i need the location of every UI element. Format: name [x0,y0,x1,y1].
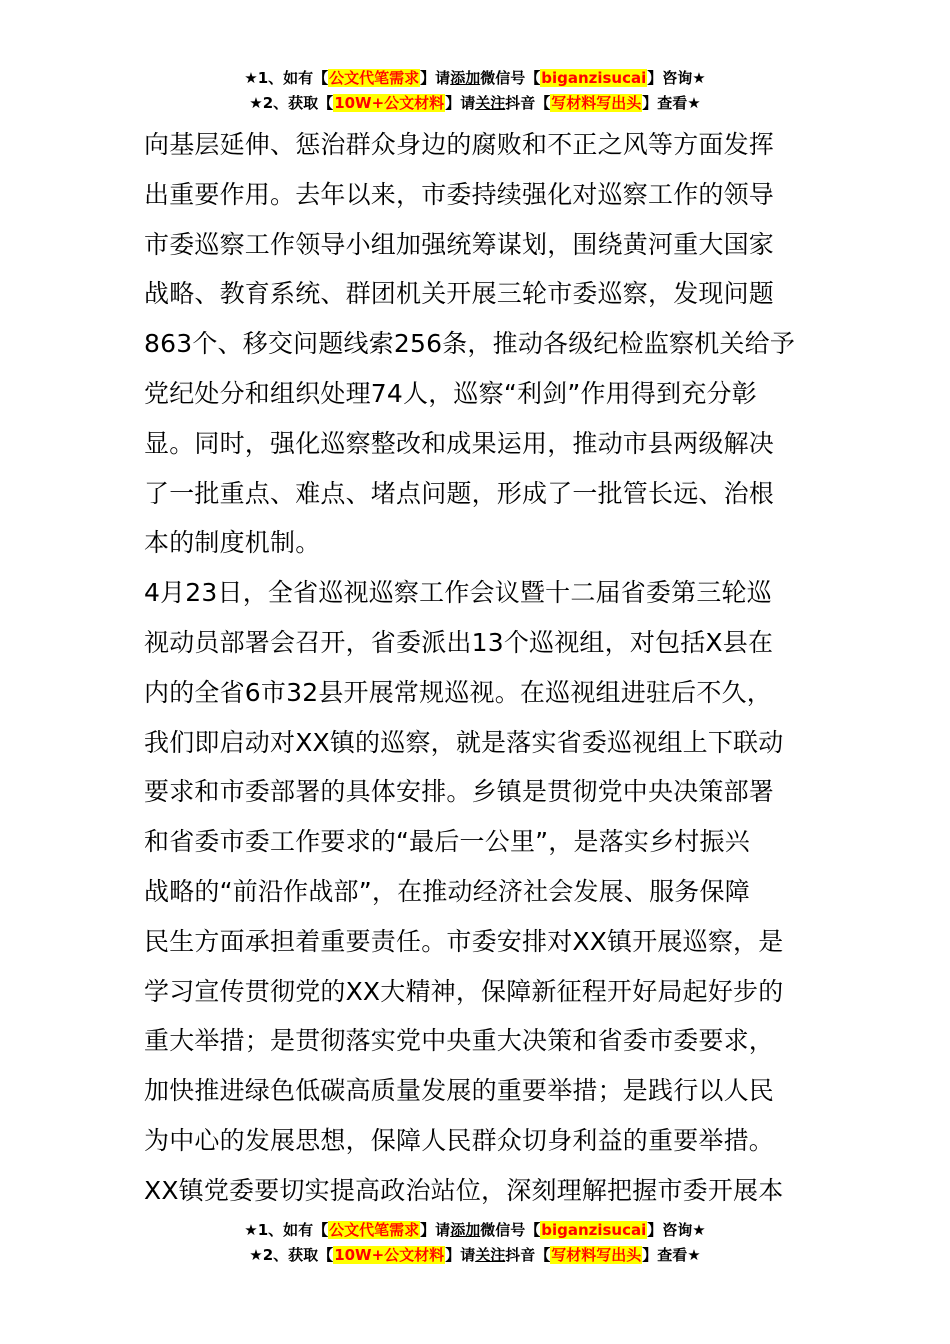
highlight-materials: 10W+公文材料 [334,1246,445,1264]
highlight-wechat-id: biganzisucai [541,69,647,87]
body-line: 为中心的发展思想，保障人民群众切身利益的重要举措。 [144,1125,775,1155]
banner-text: 微信号【 [480,1221,541,1239]
body-line: 863个、移交问题线索256条，推动各级纪检监察机关给予 [144,329,796,359]
body-line: 要求和市委部署的具体安排。乡镇是贯彻党中央决策部署 [144,777,775,807]
body-line: 出重要作用。去年以来，市委持续强化对巡察工作的领导 [144,179,775,209]
banner-text: 】请 [445,94,476,112]
banner-text: 微信号【 [480,69,541,87]
banner-text: 】查看★ [642,1246,701,1264]
body-line: 内的全省6市32县开展常规巡视。在巡视组进驻后不久， [144,677,772,707]
banner-text: 】咨询★ [647,69,706,87]
underlined-text: 关注 [475,94,506,112]
body-line: 4月23日，全省巡视巡察工作会议暨十二届省委第三轮巡 [144,578,772,608]
highlight-douyin-account: 写材料写出头 [551,1246,642,1264]
body-line: 战略的“前沿作战部”，在推动经济社会发展、服务保障 [144,876,750,906]
banner-text: ★1、如有【 [244,69,329,87]
banner-text: 抖音【 [505,1246,551,1264]
underlined-text: 添加 [450,1221,481,1239]
body-line: 视动员部署会召开，省委派出13个巡视组，对包括X县在 [144,627,774,657]
body-line: 学习宣传贯彻党的XX大精神，保障新征程开好局起好步的 [144,976,784,1006]
document-body [144,120,812,1216]
header-banner [0,66,950,116]
body-line: 战略、教育系统、群团机关开展三轮市委巡察，发现问题 [144,279,775,309]
banner-text: 抖音【 [505,94,551,112]
banner-text: 】请 [420,69,451,87]
banner-text: 】请 [420,1221,451,1239]
banner-text: 】咨询★ [647,1221,706,1239]
banner-text: ★2、获取【 [249,1246,334,1264]
body-line: XX镇党委要切实提高政治站位，深刻理解把握市委开展本 [144,1175,784,1205]
banner-line-1 [0,66,950,91]
banner-text: 】请 [445,1246,476,1264]
body-line: 重大举措；是贯彻落实党中央重大决策和省委市委要求， [144,1026,775,1056]
body-line: 市委巡察工作领导小组加强统筹谋划，围绕黄河重大国家 [144,229,775,259]
banner-line-2 [0,1243,950,1268]
body-line: 向基层延伸、惩治群众身边的腐败和不正之风等方面发挥 [144,130,775,159]
underlined-text: 添加 [450,69,481,87]
highlight-service: 公文代笔需求 [329,1221,420,1239]
body-line: 党纪处分和组织处理74人，巡察“利剑”作用得到充分彰 [144,378,757,408]
banner-text: ★2、获取【 [249,94,334,112]
highlight-materials: 10W+公文材料 [334,94,445,112]
highlight-service: 公文代笔需求 [329,69,420,87]
highlight-wechat-id: biganzisucai [541,1221,647,1239]
body-line: 加快推进绿色低碳高质量发展的重要举措；是践行以人民 [144,1076,775,1106]
body-line: 显。同时，强化巡察整改和成果运用，推动市县两级解决 [144,428,775,458]
banner-line-1 [0,1218,950,1243]
body-line: 本的制度机制。 [144,528,321,558]
body-line: 民生方面承担着重要责任。市委安排对XX镇开展巡察，是 [144,926,784,956]
banner-line-2 [0,91,950,116]
body-line: 了一批重点、难点、堵点问题，形成了一批管长远、治根 [144,478,775,508]
body-line: 我们即启动对XX镇的巡察，就是落实省委巡视组上下联动 [144,727,784,757]
banner-text: 】查看★ [642,94,701,112]
underlined-text: 关注 [475,1246,506,1264]
body-line: 和省委市委工作要求的“最后一公里”，是落实乡村振兴 [144,827,750,857]
highlight-douyin-account: 写材料写出头 [551,94,642,112]
footer-banner [0,1218,950,1268]
banner-text: ★1、如有【 [244,1221,329,1239]
